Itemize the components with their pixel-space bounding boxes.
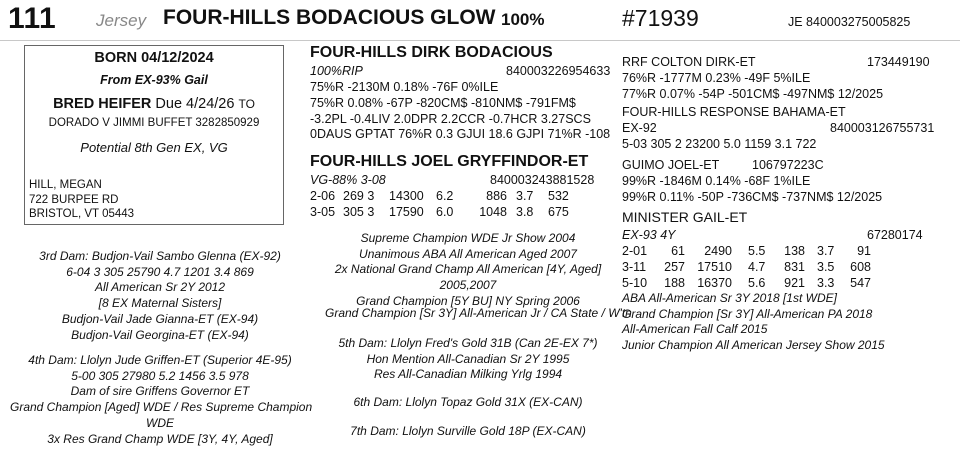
lot-number: 111	[8, 2, 57, 35]
record-cell: 3.7	[817, 244, 835, 258]
record-cell: 138	[784, 244, 805, 258]
info-box	[24, 45, 284, 225]
owner-name: HILL, MEGAN	[29, 179, 102, 191]
honor-line: Grand Champion [Sr 3Y] All-American PA 2018	[622, 306, 873, 321]
dam-line: Budjon-Vail Jade Gianna-ET (EX-94)	[61, 311, 259, 326]
dam-line: Res All-Canadian Milking Yrlg 1994	[373, 367, 563, 382]
sire-stat-line: 0DAUS GPTAT 76%R 0.3 GJUI 18.6 GJPI 71%R -108	[310, 127, 611, 142]
stat-line: 76%R -1777M 0.23% -49F 5%ILE	[622, 71, 811, 85]
honor-line: ABA All-American Sr 3Y 2018 [1st WDE]	[622, 291, 837, 305]
sire-stat-line: 75%R -2130M 0.18% -76F 0%ILE	[310, 80, 499, 94]
honor-line: 2x National Grand Champ All American [4Y, Aged]	[334, 262, 602, 277]
sire-dam-name: FOUR-HILLS RESPONSE BAHAMA-ET	[622, 105, 846, 119]
sire-dam-record: 5-03 305 2 23200 5.0 1159 3.1 722	[622, 137, 817, 151]
honor-line: Unanimous ABA All American Aged 2007	[359, 246, 577, 261]
record-cell: 6.0	[436, 204, 454, 219]
stat-line: 99%R -1846M 0.14% -68F 1%ILE	[622, 174, 811, 188]
center-honor-wide: Grand Champion [Sr 3Y] All-American Jr / CA State / W'tn	[325, 306, 632, 320]
potential-generation: Potential 8th Gen EX, VG	[80, 140, 228, 155]
owner-street: 722 BURPEE RD	[29, 193, 119, 206]
fourth-dam-block	[10, 353, 313, 447]
dam-line: Budjon-Vail Georgina-ET (EX-94)	[71, 327, 249, 342]
animal-name: FOUR-HILLS BODACIOUS GLOW	[163, 6, 496, 29]
record-cell: 5.6	[748, 275, 766, 290]
stat-line: 77%R 0.07% -54P -501CM$ -497NM$ 12/2025	[622, 86, 884, 101]
dam-name: FOUR-HILLS JOEL GRYFFINDOR-ET	[310, 153, 589, 170]
record-cell: 16370	[697, 275, 732, 290]
dam-line: Dam of sire Griffens Governor ET	[70, 384, 250, 399]
third-dam-block	[10, 249, 310, 343]
dam-line: Grand Champion [Aged] WDE / Res Supreme Champion	[10, 400, 313, 415]
record-cell: 3.5	[817, 259, 835, 274]
record-cell: 5.5	[748, 244, 766, 258]
sire-stat-line: 75%R 0.08% -67P -820CM$ -810NM$ -791FM$	[310, 95, 576, 110]
dam-id: 840003243881528	[490, 173, 595, 187]
center-honors	[318, 231, 618, 310]
registration-number: #71939	[622, 5, 699, 31]
dam-records-table	[310, 189, 569, 221]
to-label: TO	[238, 97, 255, 111]
table-row	[622, 276, 871, 292]
seventh-dam: 7th Dam: Llolyn Surville Gold 18P (EX-CAN)	[350, 424, 586, 438]
percent-label: 100%	[501, 10, 545, 29]
record-cell: 305 3	[343, 204, 375, 219]
honor-line: 2005,2007	[439, 278, 497, 293]
dam-line: All American Sr 2Y 2012	[94, 280, 226, 295]
sire-sire-id: 173449190	[867, 55, 930, 69]
dam-dam-id: 67280174	[867, 228, 923, 242]
sire-id: 840003226954633	[506, 64, 611, 78]
sire-sire-stats	[622, 71, 883, 103]
record-cell: 3.8	[516, 204, 534, 219]
record-cell: 547	[850, 275, 871, 290]
record-cell: 5-10	[622, 275, 648, 290]
dam-sire-name: GUIMO JOEL-ET	[622, 158, 720, 172]
record-cell: 2490	[704, 244, 732, 258]
dam-line: [8 EX Maternal Sisters]	[98, 296, 222, 311]
owner-city: BRISTOL, VT 05443	[29, 208, 135, 220]
service-sire: DORADO V JIMMI BUFFET 3282850929	[48, 117, 260, 129]
dam-line: 3x Res Grand Champ WDE [3Y, 4Y, Aged]	[47, 431, 273, 446]
bred-status	[25, 96, 283, 112]
due-date: Due 4/24/26	[151, 96, 239, 112]
record-cell: 17590	[389, 204, 424, 219]
record-cell: 532	[548, 189, 569, 203]
table-row	[310, 205, 569, 221]
dam-line: WDE	[146, 415, 174, 430]
honor-line: Junior Champion All American Jersey Show 2015	[622, 338, 885, 353]
header-divider	[0, 40, 960, 41]
table-row	[622, 260, 871, 276]
sire-sire-name: RRF COLTON DIRK-ET	[622, 55, 756, 69]
record-cell: 831	[784, 259, 805, 274]
record-cell: 17510	[697, 259, 732, 274]
record-cell: 675	[548, 204, 569, 219]
honor-line: All-American Fall Calf 2015	[622, 322, 768, 337]
dam-dam-records-table	[622, 244, 871, 291]
dam-score: VG-88% 3-08	[310, 173, 386, 187]
sixth-dam: 6th Dam: Llolyn Topaz Gold 31X (EX-CAN)	[353, 395, 583, 409]
record-cell: 3.7	[516, 189, 534, 203]
record-cell: 3-11	[622, 259, 647, 274]
sire-score: 100%RIP	[310, 64, 363, 78]
dam-dam-name: MINISTER GAIL-ET	[622, 209, 748, 225]
dam-line: 5-00 305 27980 5.2 1456 3.5 978	[71, 368, 249, 383]
bred-heifer-label: BRED HEIFER	[53, 96, 152, 112]
dam-dam-score: EX-93 4Y	[622, 228, 676, 242]
record-cell: 608	[850, 259, 871, 274]
dam-line: 6-04 3 305 25790 4.7 1201 3.4 869	[66, 264, 254, 279]
record-cell: 91	[857, 244, 871, 258]
record-cell: 2-01	[622, 244, 648, 258]
record-cell: 3-05	[310, 204, 336, 219]
sire-stat-line: -3.2PL -0.4LIV 2.0DPR 2.2CCR -0.7HCR 3.27SCS	[310, 111, 591, 126]
breed-label: Jersey	[96, 11, 147, 30]
record-cell: 1048	[479, 204, 507, 219]
born-date: BORN 04/12/2024	[94, 50, 214, 66]
from-dam: From EX-93% Gail	[100, 73, 208, 87]
ear-tag-id: JE 840003275005825	[788, 15, 911, 29]
record-cell: 886	[486, 189, 507, 203]
sire-dam-score: EX-92	[622, 121, 657, 135]
record-cell: 61	[671, 244, 685, 258]
honor-line: Grand Champion [5Y BU] NY Spring 2006	[356, 293, 580, 308]
record-cell: 6.2	[436, 189, 454, 203]
honor-line: Supreme Champion WDE Jr Show 2004	[360, 231, 576, 245]
fifth-dam-block	[318, 336, 618, 383]
sire-name: FOUR-HILLS DIRK BODACIOUS	[310, 44, 553, 61]
dam-line: 5th Dam: Llolyn Fred's Gold 31B (Can 2E-EX 7*)	[338, 336, 598, 350]
dam-line: Hon Mention All-Canadian Sr 2Y 1995	[366, 351, 570, 366]
dam-sire-stats	[622, 174, 882, 206]
dam-sire-id: 106797223C	[752, 158, 824, 172]
record-cell: 188	[664, 275, 685, 290]
dam-dam-honors	[622, 291, 885, 354]
dam-line: 3rd Dam: Budjon-Vail Sambo Glenna (EX-92)	[39, 249, 281, 263]
owner-address	[29, 178, 134, 222]
record-cell: 921	[784, 275, 805, 290]
record-cell: 3.3	[817, 275, 835, 290]
sire-stats	[310, 80, 610, 143]
record-cell: 2-06	[310, 189, 336, 203]
sire-dam-id: 840003126755731	[830, 121, 935, 135]
table-row	[622, 244, 871, 260]
record-cell: 269 3	[343, 189, 375, 203]
stat-line: 99%R 0.11% -50P -736CM$ -737NM$ 12/2025	[622, 189, 883, 204]
record-cell: 4.7	[748, 259, 766, 274]
record-cell: 14300	[389, 189, 424, 203]
dam-line: 4th Dam: Llolyn Jude Griffen-ET (Superior 4E-95)	[28, 353, 292, 367]
record-cell: 257	[664, 259, 685, 274]
table-row	[310, 189, 569, 205]
